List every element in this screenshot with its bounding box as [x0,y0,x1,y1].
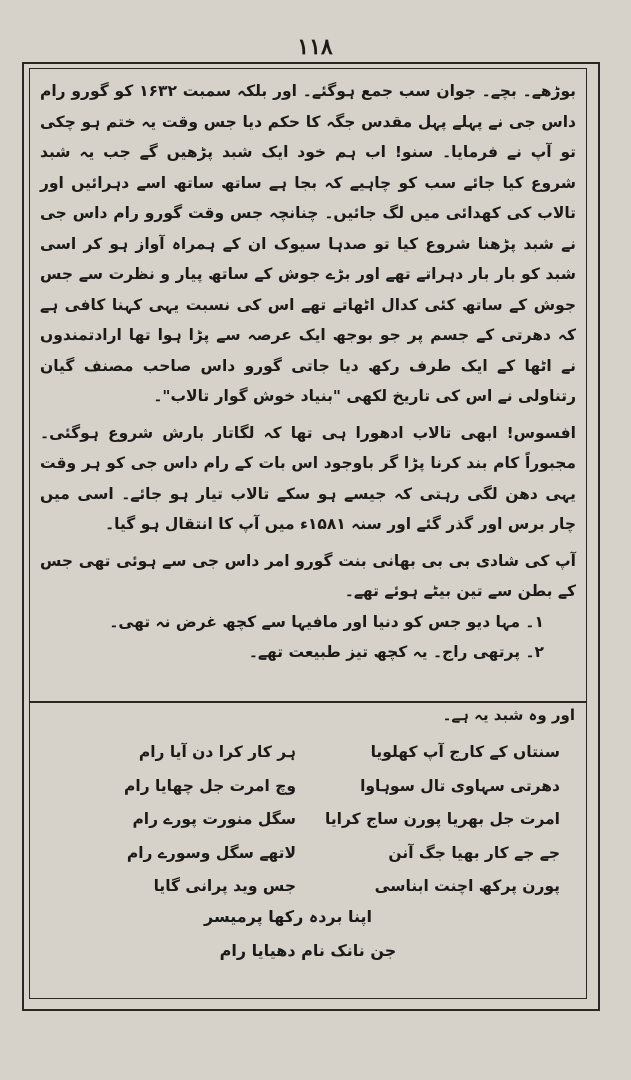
closing-couplet [40,900,576,968]
closing-line: اپنا بردہ رکھا پرمیسر [203,907,372,926]
verse-first-half: سنتاں کے کارج آپ کھلویا [370,743,560,761]
verse-first-half: دھرتی سہاوی تال سوہاوا [360,776,560,795]
verse-second-half: وچ امرت جل چھایا رام [124,776,296,795]
verse-line [60,870,560,904]
verse-intro: اور وہ شبد یہ ہے۔ [442,706,575,724]
paragraph: آپ کی شادی بی بی بھانی بنت گورو امر داس جی سے ہوئی تھی جس کے بطن سے تین بیٹے ہوئے تھے۔ [40,551,576,600]
prose-body [40,76,576,668]
verse-first-half: امرت جل بھریا پورن ساج کرایا [325,810,560,828]
page-number: ١١٨ [297,34,333,60]
verse-line [60,837,560,871]
verse-line [60,736,560,770]
verse-second-half: سگل منورت پورے رام [132,810,296,828]
section-divider [29,701,587,703]
verse-second-half: ہر کار کرا دن آیا رام [138,743,296,761]
verse-line [60,770,560,804]
verse-block [60,736,560,904]
verse-first-half: پورن پرکھ اچنت ابناسی [374,877,560,895]
paragraph: افسوس! ابھی تالاب ادھورا ہی تھا کہ لگاتار بارش شروع ہوگئی۔ مجبوراً کام بند کرنا پڑا گر باوجود اس بات کے رام داس جی کو ہر وقت یہی دھن لگی رہتی کہ جیسے ہو سکے تالاب تیار ہو جائے۔ اسی میں چار برس اور گذر گئے اور سنہ ۱۵۸۱ء میں آپ کا انتقال ہو گیا۔ [40,423,576,533]
closing-line: جن نانک نام دھیایا رام [219,941,397,960]
verse-second-half: جس وید پرانی گایا [153,877,296,895]
verse-line [60,803,560,837]
verse-second-half: لاتھے سگل وسورے رام [126,843,296,862]
list-item: ۲۔ پرتھی راج۔ یہ کچھ تیز طبیعت تھے۔ [248,643,544,661]
list-item: ۱۔ مہا دیو جس کو دنیا اور مافیہا سے کچھ غرض نہ تھی۔ [109,612,544,631]
verse-first-half: جے جے کار بھیا جگ آنن [388,843,560,862]
paragraph: بوڑھے۔ بچے۔ جوان سب جمع ہوگئے۔ اور بلکہ سمبت ۱۶۳۲ کو گورو رام داس جی نے پہلے پہل مقدس جگہ کا حکم دیا جس وقت یہ ختم ہو چکی تو آپ نے فرمایا۔ سنو! اب ہم خود ایک شبد پڑھیں گے جب یہ شبد شروع کیا جائے سب کو چاہیے کہ بجا ہے ساتھ ساتھ اسے دہرائیں اور تالاب کی کھدائی میں لگ جائیں۔ چنانچہ جس وقت گورو رام داس جی نے شبد پڑھنا شروع کیا تو صدہا سیوک ان کے ہمراہ آواز ہو کر اسی شبد کو بار بار دہراتے تھے اور بڑے جوش کے ساتھ پیار و نظرت سے جس جوش کے ساتھ کئی کدال اٹھاتے تھے اس کی نسبت یہی کہنا کافی ہے کہ دھرتی کے جسم پر جو بوجھ ایک عرصہ سے پڑا ہوا تھا ارادتمندوں نے اٹھا کے ایک طرف رکھ دیا جاتی گورو داس صاحب مصنف گیان رتناولی نے اس کی تاریخ لکھی "بنیاد خوش گوار تالاب"۔ [40,82,576,405]
